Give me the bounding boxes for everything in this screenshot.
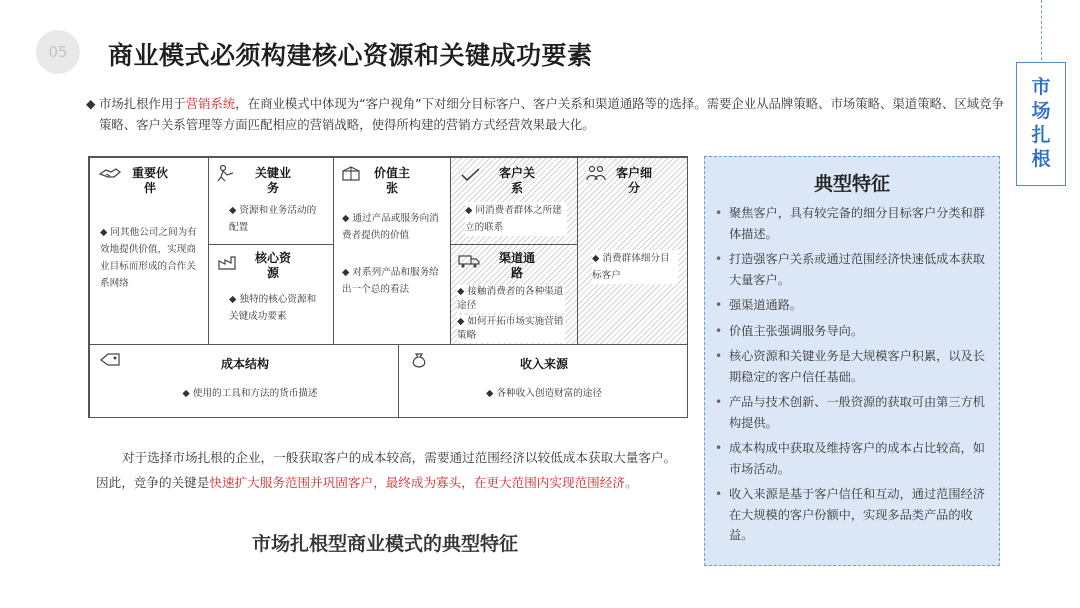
activities-title: 关键业务	[254, 166, 291, 195]
segments-title: 客户细分	[615, 166, 652, 195]
revenue-title: 收入来源	[519, 357, 568, 371]
feature-text: 成本构成中获取及维持客户的成本占比较高，如市场活动。	[729, 441, 985, 476]
bullet-dot-icon: •	[715, 349, 723, 363]
value-body-2: ◆ 对系列产品和服务给出一个总的看法	[342, 267, 439, 295]
canvas-revenue-streams	[398, 344, 688, 418]
feature-text: 强渠道通路。	[729, 298, 803, 312]
side-tag-label: 市场扎根	[1031, 76, 1051, 170]
tag-icon	[98, 351, 122, 369]
diamond-bullet-icon: ◆	[86, 96, 96, 111]
canvas-caption: 市场扎根型商业模式的典型特征	[252, 533, 519, 555]
feature-item	[713, 321, 995, 342]
canvas-key-resources	[208, 244, 334, 345]
intro-highlight: 营销系统	[185, 96, 236, 111]
handshake-icon	[98, 164, 122, 182]
activities-body: ◆ 资源和业务活动的配置	[229, 205, 317, 233]
value-title: 价值主张	[373, 166, 410, 195]
feature-item	[713, 203, 995, 244]
intro-text-after: ，在商业模式中体现为“客户视角”下对细分目标客户、客户关系和渠道通路等的选择。需要企业从品牌策略、市场策略、渠道策略、区域竞争策略、客户关系管理等方面匹配相应的营销战略，使得所构建的营销方式经营效果最大化。	[99, 96, 1004, 132]
features-title: 典型特征	[813, 173, 890, 195]
partners-title: 重要伙伴	[131, 166, 168, 195]
intro-text	[86, 93, 1005, 135]
page-title: 商业模式必须构建核心资源和关键成功要素	[108, 41, 593, 70]
channels-body-1: ◆ 接触消费者的各种渠道途径	[457, 286, 564, 311]
channels-body-2: ◆ 如何开拓市场实施营销策略	[457, 316, 564, 341]
feature-item	[713, 484, 995, 546]
slide-number: 05	[36, 30, 80, 74]
bullet-dot-icon: •	[715, 323, 723, 338]
bullet-dot-icon: •	[715, 487, 723, 501]
people-icon	[584, 164, 608, 182]
feature-item	[713, 249, 995, 290]
side-tag	[1016, 62, 1066, 186]
canvas-channels	[450, 244, 578, 345]
bullet-dot-icon: •	[715, 252, 723, 266]
cost-title: 成本结构	[220, 357, 269, 371]
bullet-dot-icon: •	[715, 441, 723, 455]
feature-item	[713, 438, 995, 479]
canvas-key-partners	[89, 157, 209, 345]
truck-icon	[457, 251, 481, 269]
feature-text: 价值主张强调服务导向。	[729, 323, 864, 338]
feature-item	[713, 346, 995, 387]
feature-item	[713, 295, 995, 316]
paragraph-highlight: 快速扩大服务范围并巩固客户，最终成为寡头，在更大范围内实现范围经济。	[209, 475, 638, 490]
features-panel	[704, 156, 1000, 566]
worker-icon	[215, 164, 239, 182]
relationship-title: 客户关系	[498, 166, 535, 195]
money-bag-icon	[407, 351, 431, 369]
relationship-body: ◆ 同消费者群体之所建立的联系	[465, 202, 567, 236]
bullet-dot-icon: •	[715, 206, 723, 220]
canvas-key-activities	[208, 157, 334, 245]
canvas-customer-segments	[577, 157, 688, 345]
canvas-value-proposition	[333, 157, 451, 345]
canvas-cost-structure	[89, 344, 399, 418]
canvas-customer-relationships	[450, 157, 578, 245]
partners-body: ◆ 同其他公司之间为有效地提供价值，实现商业目标而形成的合作关系网络	[100, 227, 197, 289]
value-body-1: ◆ 通过产品或服务向消费者提供的价值	[342, 213, 439, 241]
feature-text: 产品与技术创新、一般资源的获取可由第三方机构提供。	[729, 395, 985, 430]
segments-body: ◆ 消费群体细分目标客户	[592, 250, 678, 284]
resources-body: ◆ 独特的核心资源和关键成功要素	[229, 294, 317, 322]
feature-text: 收入来源是基于客户信任和互动，通过范围经济在大规模的客户份额中，实现多品类产品的收益。	[729, 487, 985, 542]
bullet-dot-icon: •	[715, 395, 723, 409]
divider-line	[1041, 0, 1042, 60]
feature-text: 聚焦客户，具有较完备的细分目标客户分类和群体描述。	[729, 206, 985, 241]
intro-text-before: 市场扎根作用于	[99, 96, 186, 111]
heart-check-icon	[459, 166, 483, 184]
factory-icon	[217, 253, 241, 271]
feature-item	[713, 392, 995, 433]
features-list	[713, 203, 995, 551]
bullet-dot-icon: •	[715, 298, 723, 312]
feature-text: 核心资源和关键业务是大规模客户积累，以及长期稳定的客户信任基础。	[729, 349, 985, 384]
business-model-canvas	[88, 156, 688, 418]
revenue-body: ◆ 各种收入创造财富的途径	[486, 388, 602, 399]
gift-icon	[340, 164, 364, 182]
summary-paragraph	[96, 445, 686, 495]
resources-title: 核心资源	[254, 251, 291, 280]
cost-body: ◆ 使用的工具和方法的货币描述	[182, 388, 318, 399]
channels-title: 渠道通路	[498, 251, 535, 280]
feature-text: 打造强客户关系或通过范围经济快速低成本获取大量客户。	[729, 252, 985, 287]
paragraph-before: 对于选择市场扎根的企业，一般获取客户的成本较高，需要通过范围经济以较低成本获取大量客户。因此，竞争的关键是	[96, 450, 677, 490]
